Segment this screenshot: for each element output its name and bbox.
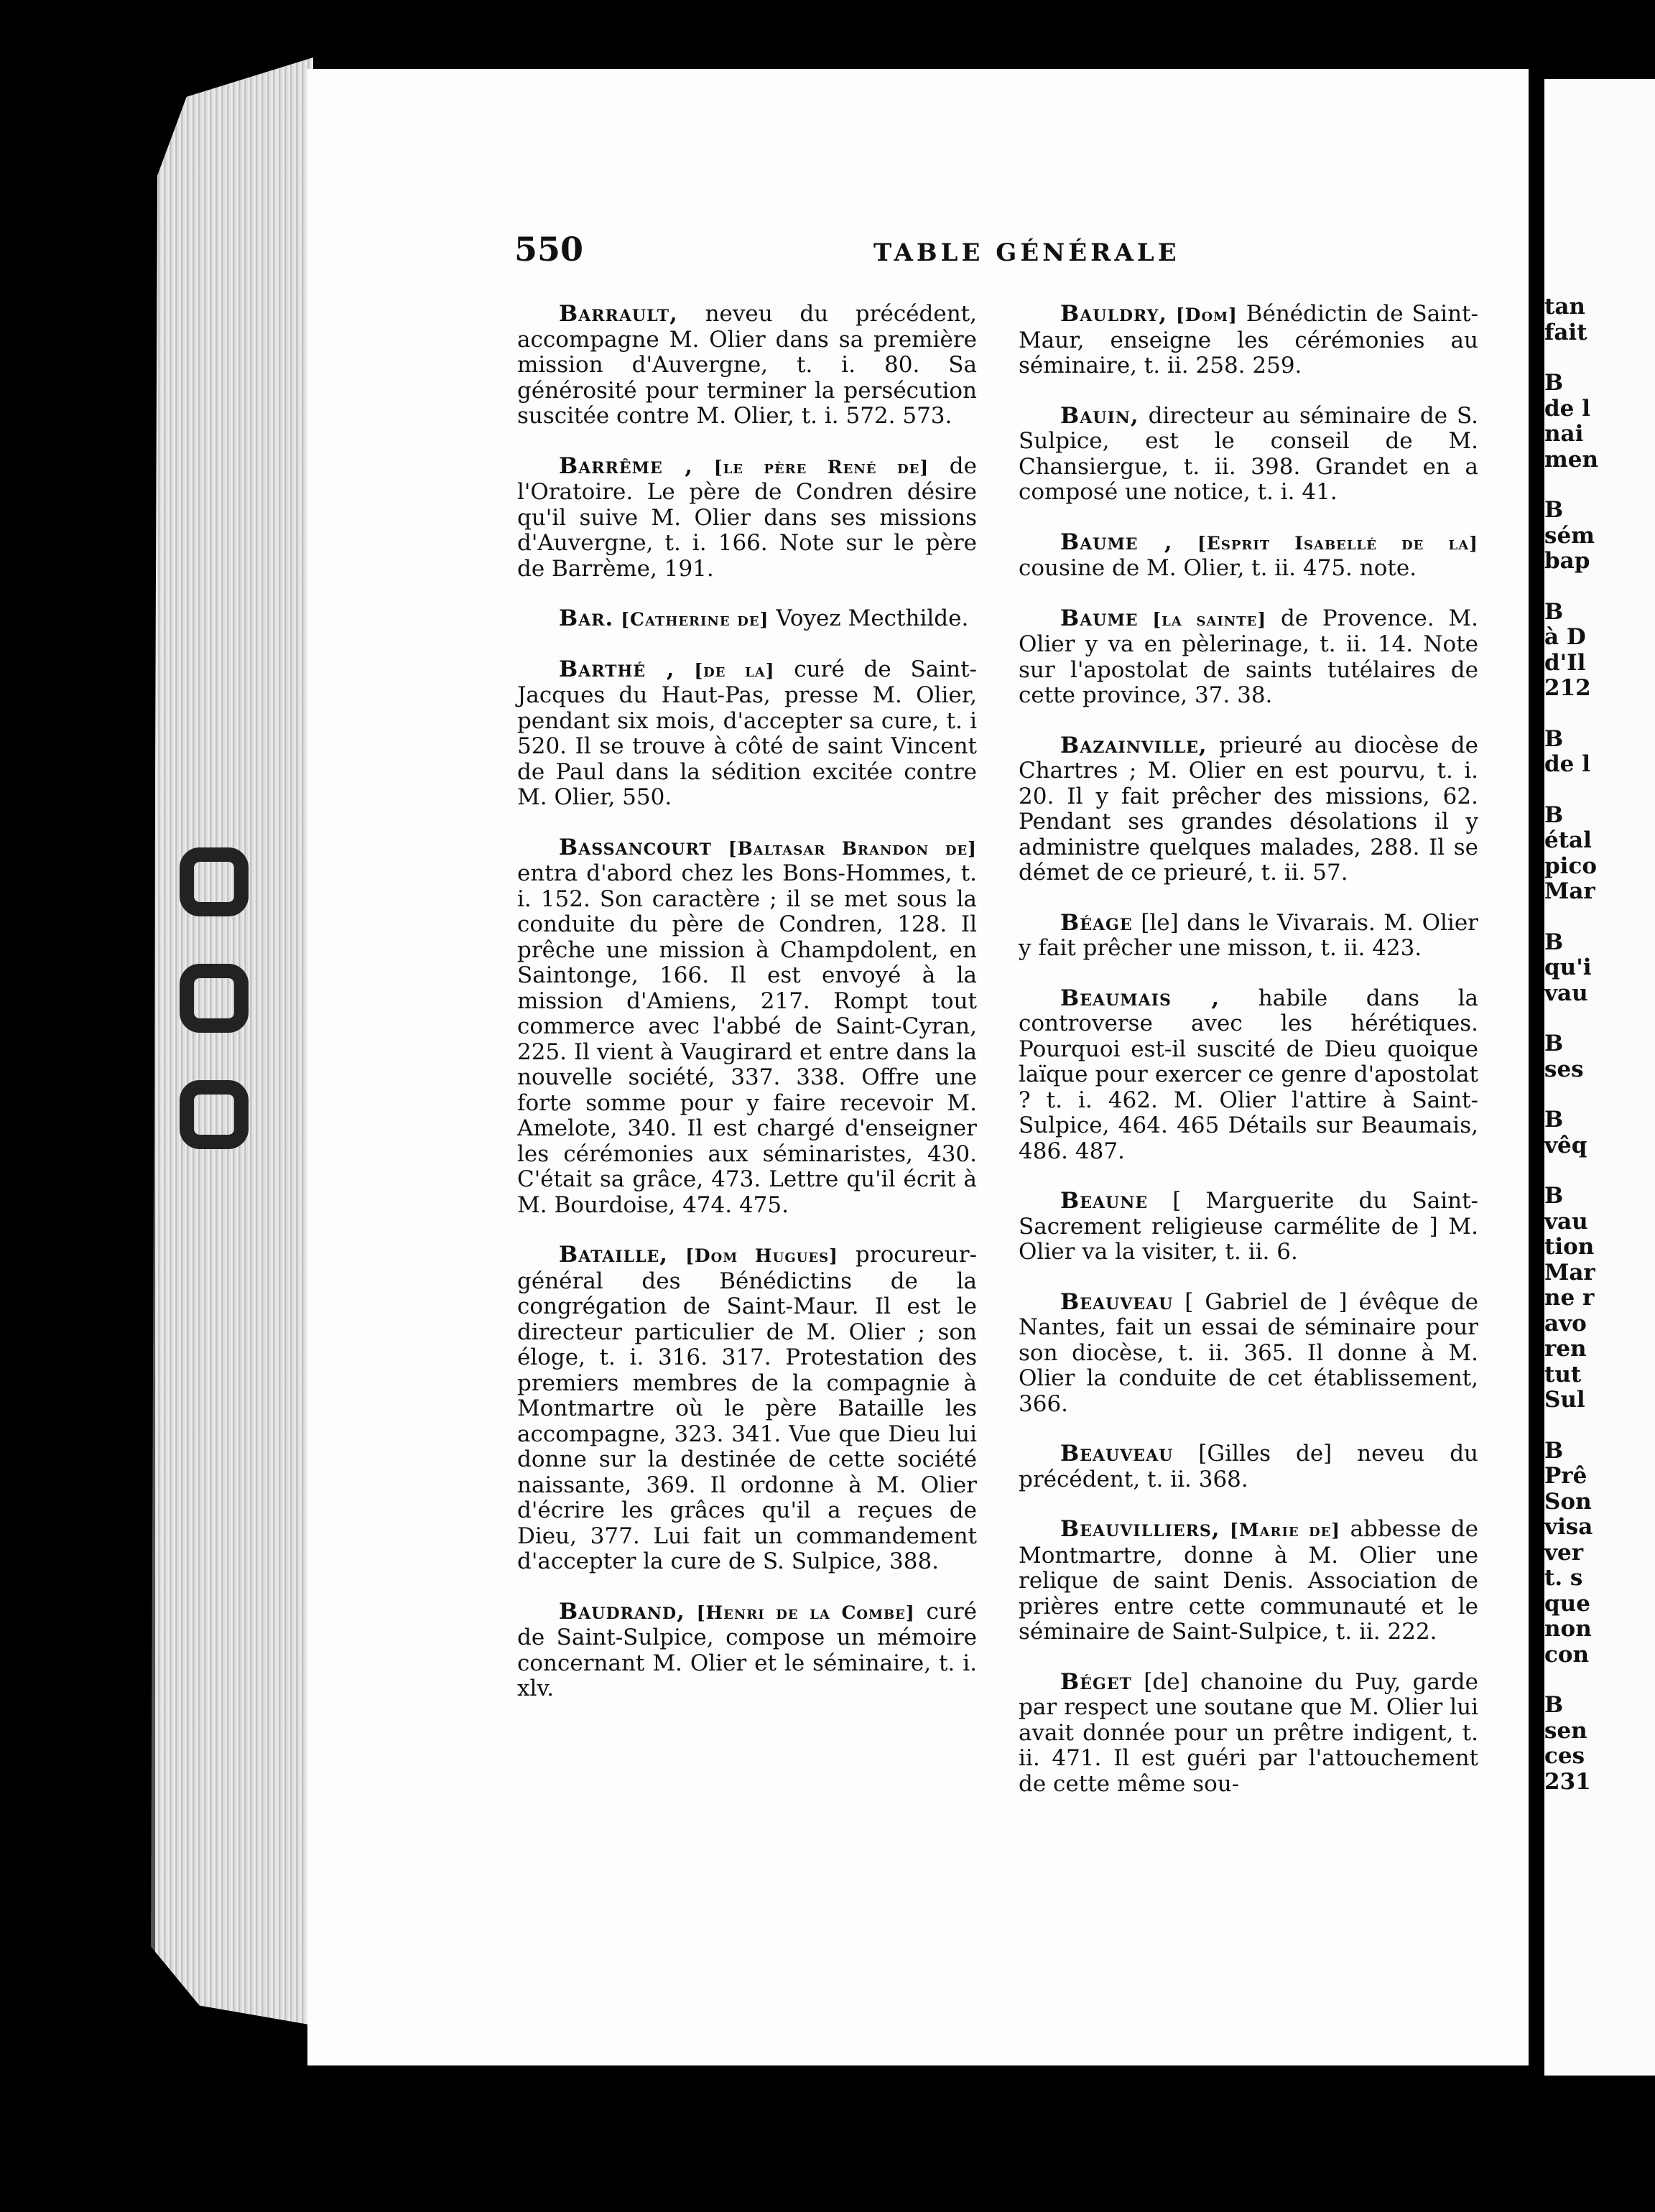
entry-text: Bénédictin de Saint-Maur, enseigne les cérémonies au séminaire, t. ii. 258. 259. (1019, 301, 1478, 378)
adjacent-text-fragment: pico (1544, 852, 1598, 879)
adjacent-text-fragment: B (1544, 1107, 1564, 1133)
entry-text: directeur au séminaire de S. Sulpice, est le conseil de M. Chansiergue, t. ii. 398. Grandet en a composé une notice, t. i. 41. (1019, 402, 1478, 505)
adjacent-text-fragment: B (1544, 370, 1564, 396)
adjacent-text-fragment: non (1544, 1616, 1592, 1642)
running-head (514, 230, 1477, 273)
entry-headword: Bar. (559, 605, 614, 631)
adjacent-text-fragment: ces (1544, 1743, 1585, 1769)
index-entry (1019, 606, 1478, 709)
adjacent-text-fragment: bap (1544, 548, 1590, 574)
entry-bracket-name: [Henri de la Combe] (696, 1602, 915, 1623)
adjacent-text-fragment: d'Il (1544, 649, 1586, 676)
entry-bracket-name: [Catherine de] (621, 609, 769, 630)
entry-text: abbesse de Montmartre, donne à M. Olier une relique de saint Denis. Association de prières entre cette communauté et le séminaire de Saint-Sulpice, t. ii. 222. (1019, 1516, 1478, 1645)
index-entry (1019, 1441, 1478, 1492)
index-entry (517, 454, 977, 582)
adjacent-text-fragment: tan (1544, 294, 1585, 320)
adjacent-text-fragment (1544, 575, 1655, 600)
entry-text: [de] chanoine du Puy, garde par respect une soutane que M. Olier lui avait donnée pour un prêtre indigent, t. ii. 471. Il est guéri par l'attouchement de cette même sou- (1019, 1668, 1478, 1797)
entry-headword: Barthé , (559, 656, 675, 682)
adjacent-text-fragment: fait (1544, 319, 1587, 345)
adjacent-text-fragment: vêq (1544, 1132, 1587, 1158)
adjacent-text-fragment: ne r (1544, 1285, 1595, 1311)
adjacent-text-fragment: ren (1544, 1336, 1587, 1362)
entry-bracket-name: [Esprit Isabellé de la] (1197, 532, 1478, 554)
adjacent-text-fragment: visa (1544, 1514, 1593, 1540)
adjacent-text-fragment: tut (1544, 1361, 1582, 1388)
entry-text: curé de Saint-Sulpice, compose un mémoire concernant M. Olier et le séminaire, t. i. xlv. (517, 1598, 978, 1701)
adjacent-text-fragment (1544, 778, 1655, 803)
entry-text: cousine de M. Olier, t. ii. 475. note. (1019, 555, 1417, 581)
adjacent-text-fragment: con (1544, 1641, 1590, 1668)
index-entry (517, 302, 977, 429)
adjacent-text-fragment: Prê (1544, 1463, 1587, 1489)
adjacent-text-fragment: 212 (1544, 675, 1591, 701)
entry-text: curé de Saint-Jacques du Haut-Pas, presse M. Olier, pendant six mois, d'accepter sa cure, t. i 520. Il se trouve à côté de saint Vincent de Paul dans la sédition excitée contre M. Olier, 550. (517, 656, 978, 810)
page-title: TABLE GÉNÉRALE (873, 238, 1180, 267)
entry-headword: Baudrand, (559, 1598, 685, 1625)
adjacent-text-fragment (1544, 1413, 1655, 1439)
entry-bracket-name: [Marie de] (1230, 1520, 1341, 1540)
adjacent-text-fragment (1544, 1158, 1655, 1184)
adjacent-text-fragment: B (1544, 725, 1564, 752)
index-entry (517, 1599, 977, 1702)
adjacent-text-fragment: avo (1544, 1310, 1587, 1337)
entry-text: de l'Oratoire. Le père de Condren désire qu'il suive M. Olier dans ses missions d'Auvergne, t. i. 166. Note sur le père de Barrème, 191. (517, 452, 977, 582)
adjacent-text-fragment: nai (1544, 421, 1584, 447)
entry-headword: Baume , (1060, 529, 1173, 555)
entry-headword: Beauveau (1060, 1288, 1174, 1315)
adjacent-text-fragment: B (1544, 1437, 1564, 1464)
adjacent-text-fragment (1544, 1082, 1655, 1107)
entry-text: prieuré au diocèse de Chartres ; M. Olier en est pourvu, t. i. 20. Il y fait prêcher des missions, 62. Pendant ses grandes désolations il y administre quelques malades, 288. Il se démet de ce prieuré, t. ii. 57. (1019, 732, 1478, 886)
adjacent-text-fragment: sém (1544, 522, 1595, 549)
index-entry (517, 1242, 977, 1575)
adjacent-text-fragment: sen (1544, 1717, 1587, 1744)
adjacent-text-fragment: de l (1544, 751, 1590, 777)
adjacent-text-fragment (1544, 345, 1655, 371)
adjacent-text-fragment: B (1544, 929, 1564, 955)
index-entry (1019, 986, 1478, 1165)
adjacent-text-fragment (1544, 1006, 1655, 1031)
adjacent-text-fragment: 231 (1544, 1768, 1591, 1795)
entry-headword: Beaune (1060, 1188, 1149, 1214)
adjacent-text-fragment (1544, 702, 1655, 727)
adjacent-text-fragment: que (1544, 1590, 1590, 1617)
index-entry (1019, 1290, 1478, 1418)
entry-headword: Bauldry, (1060, 301, 1168, 327)
adjacent-text-fragment: ver (1544, 1539, 1584, 1566)
entry-text: [ Gabriel de ] évêque de Nantes, fait un essai de séminaire pour son diocèse, t. ii. 365. Il donne à M. Olier la conduite de cet établissement, 366. (1019, 1288, 1478, 1417)
index-entry (517, 835, 977, 1219)
entry-headword: Barrême , (559, 452, 694, 479)
index-entry (1019, 530, 1478, 582)
stamp-mark (180, 964, 249, 1033)
adjacent-text-fragment: étal (1544, 827, 1592, 853)
adjacent-text-fragment: Son (1544, 1488, 1592, 1515)
adjacent-text-fragment: Mar (1544, 878, 1595, 904)
index-entry (1019, 1517, 1478, 1645)
entry-text: habile dans la controverse avec les hérétiques. Pourquoi est-il suscité de Dieu quoique laïque pour exercer ce genre d'apostolat ? t. i. 462. M. Olier l'attire à Saint-Sulpice, 464. 465 Détails sur Beaumais, 486. 487. (1019, 985, 1478, 1164)
index-entry (1019, 733, 1478, 886)
adjacent-text-fragment: B (1544, 801, 1564, 828)
entry-bracket-name: [de la] (694, 659, 775, 681)
adjacent-text-fragment: Sul (1544, 1387, 1585, 1413)
entry-headword: Béage (1060, 909, 1133, 936)
entry-headword: Barrault, (559, 301, 678, 327)
entry-headword: Bauin, (1060, 402, 1139, 429)
adjacent-text-fragment: t. s (1544, 1565, 1583, 1591)
index-entry (1019, 404, 1478, 506)
adjacent-text-fragment: vau (1544, 1208, 1588, 1235)
adjacent-text-fragment: qu'i (1544, 954, 1592, 980)
adjacent-text-fragment: B (1544, 598, 1564, 625)
left-column (517, 302, 977, 1727)
index-entry (1019, 1189, 1478, 1265)
entry-text: [ Marguerite du Saint-Sacrement religieuse carmélite de ] M. Olier va la visiter, t. ii. 6. (1019, 1188, 1479, 1265)
stamp-mark (180, 847, 249, 916)
index-entry (1019, 1670, 1478, 1798)
adjacent-page-text-fragments (1544, 294, 1655, 1795)
adjacent-text-fragment (1544, 473, 1655, 498)
entry-text: Voyez Mecthilde. (776, 605, 969, 631)
adjacent-text-fragment: B (1544, 1692, 1564, 1718)
adjacent-text-fragment: de l (1544, 395, 1590, 422)
entry-text: neveu du précédent, accompagne M. Olier dans sa première mission d'Auvergne, t. i. 80. Sa générosité pour terminer la persécution suscitée contre M. Olier, t. i. 572. 573. (517, 301, 977, 429)
index-entry (1019, 302, 1478, 379)
entry-headword: Beauvilliers, (1060, 1516, 1220, 1542)
page-number: 550 (514, 230, 584, 269)
adjacent-text-fragment: vau (1544, 980, 1588, 1006)
adjacent-text-fragment: B (1544, 497, 1564, 523)
entry-text: de Provence. M. Olier y va en pèlerinage, t. ii. 14. Note sur l'apostolat de saints tutélaires de cette province, 37. 38. (1019, 605, 1478, 708)
fore-edge-stamp-marks (171, 847, 257, 1149)
index-entry (517, 657, 977, 811)
adjacent-text-fragment: ses (1544, 1056, 1584, 1082)
adjacent-text-fragment: B (1544, 1183, 1564, 1209)
entry-headword: Bataille, (559, 1242, 669, 1268)
index-entry (517, 606, 977, 633)
adjacent-text-fragment: tion (1544, 1234, 1595, 1260)
entry-text: procureur-général des Bénédictins de la congrégation de Saint-Maur. Il est le directeur particulier de M. Olier ; son éloge, t. i. 316. 317. Protestation des premiers membres de la compagnie à Montmartre où le père Bataille les accompagne, 323. 341. Vue que Dieu lui donne sur la destinée de cette société naissante, 369. Il ordonne à M. Olier d'écrire les grâces qu'il a reçues de Dieu, 377. Lui fait un commandement d'accepter la cure de S. Sulpice, 388. (517, 1242, 977, 1574)
entry-bracket-name: [le père René de] (713, 456, 930, 478)
entry-bracket-name: [la sainte] (1152, 608, 1267, 630)
stamp-mark (180, 1080, 249, 1149)
adjacent-text-fragment: Mar (1544, 1259, 1595, 1286)
adjacent-page-edge (1544, 79, 1655, 2076)
adjacent-text-fragment: B (1544, 1031, 1564, 1056)
entry-bracket-name: [Baltasar Brandon de] (728, 837, 977, 859)
entry-text: [le] dans le Vivarais. M. Olier y fait prêcher une misson, t. ii. 423. (1019, 909, 1478, 961)
entry-bracket-name: [Dom Hugues] (685, 1245, 838, 1266)
entry-headword: Bassancourt (559, 834, 712, 860)
entry-bracket-name: [Dom] (1175, 305, 1238, 325)
adjacent-text-fragment: à D (1544, 624, 1586, 650)
entry-headword: Beauveau (1060, 1441, 1174, 1467)
entry-headword: Beaumais , (1060, 985, 1220, 1011)
adjacent-text-fragment (1544, 905, 1655, 930)
entry-headword: Bazainville, (1060, 732, 1207, 758)
index-entry (1019, 911, 1478, 962)
entry-text: [Gilles de] neveu du précédent, t. ii. 368. (1019, 1441, 1478, 1492)
adjacent-text-fragment: men (1544, 446, 1599, 473)
entry-headword: Béget (1060, 1668, 1132, 1695)
entry-text: entra d'abord chez les Bons-Hommes, t. i. 152. Son caractère ; il se met sous la conduite du père de Condren, 128. Il prêche une mission à Champdolent, en Saintonge, 166. Il est envoyé à la mission d'Amiens, 217. Rompt tout commerce avec l'abbé de Saint-Cyran, 225. Il vient à Vaugirard et entre dans la nouvelle société, 337. 338. Offre une forte somme pour y faire recevoir M. Amelote, 340. Il est chargé d'enseigner les cérémonies aux séminaristes, 430. C'était sa grâce, 473. Lettre qu'il écrit à M. Bourdoise, 474. 475. (517, 860, 977, 1218)
right-column (1019, 302, 1478, 1821)
entry-headword: Baume (1060, 605, 1139, 631)
adjacent-text-fragment (1544, 1668, 1655, 1693)
